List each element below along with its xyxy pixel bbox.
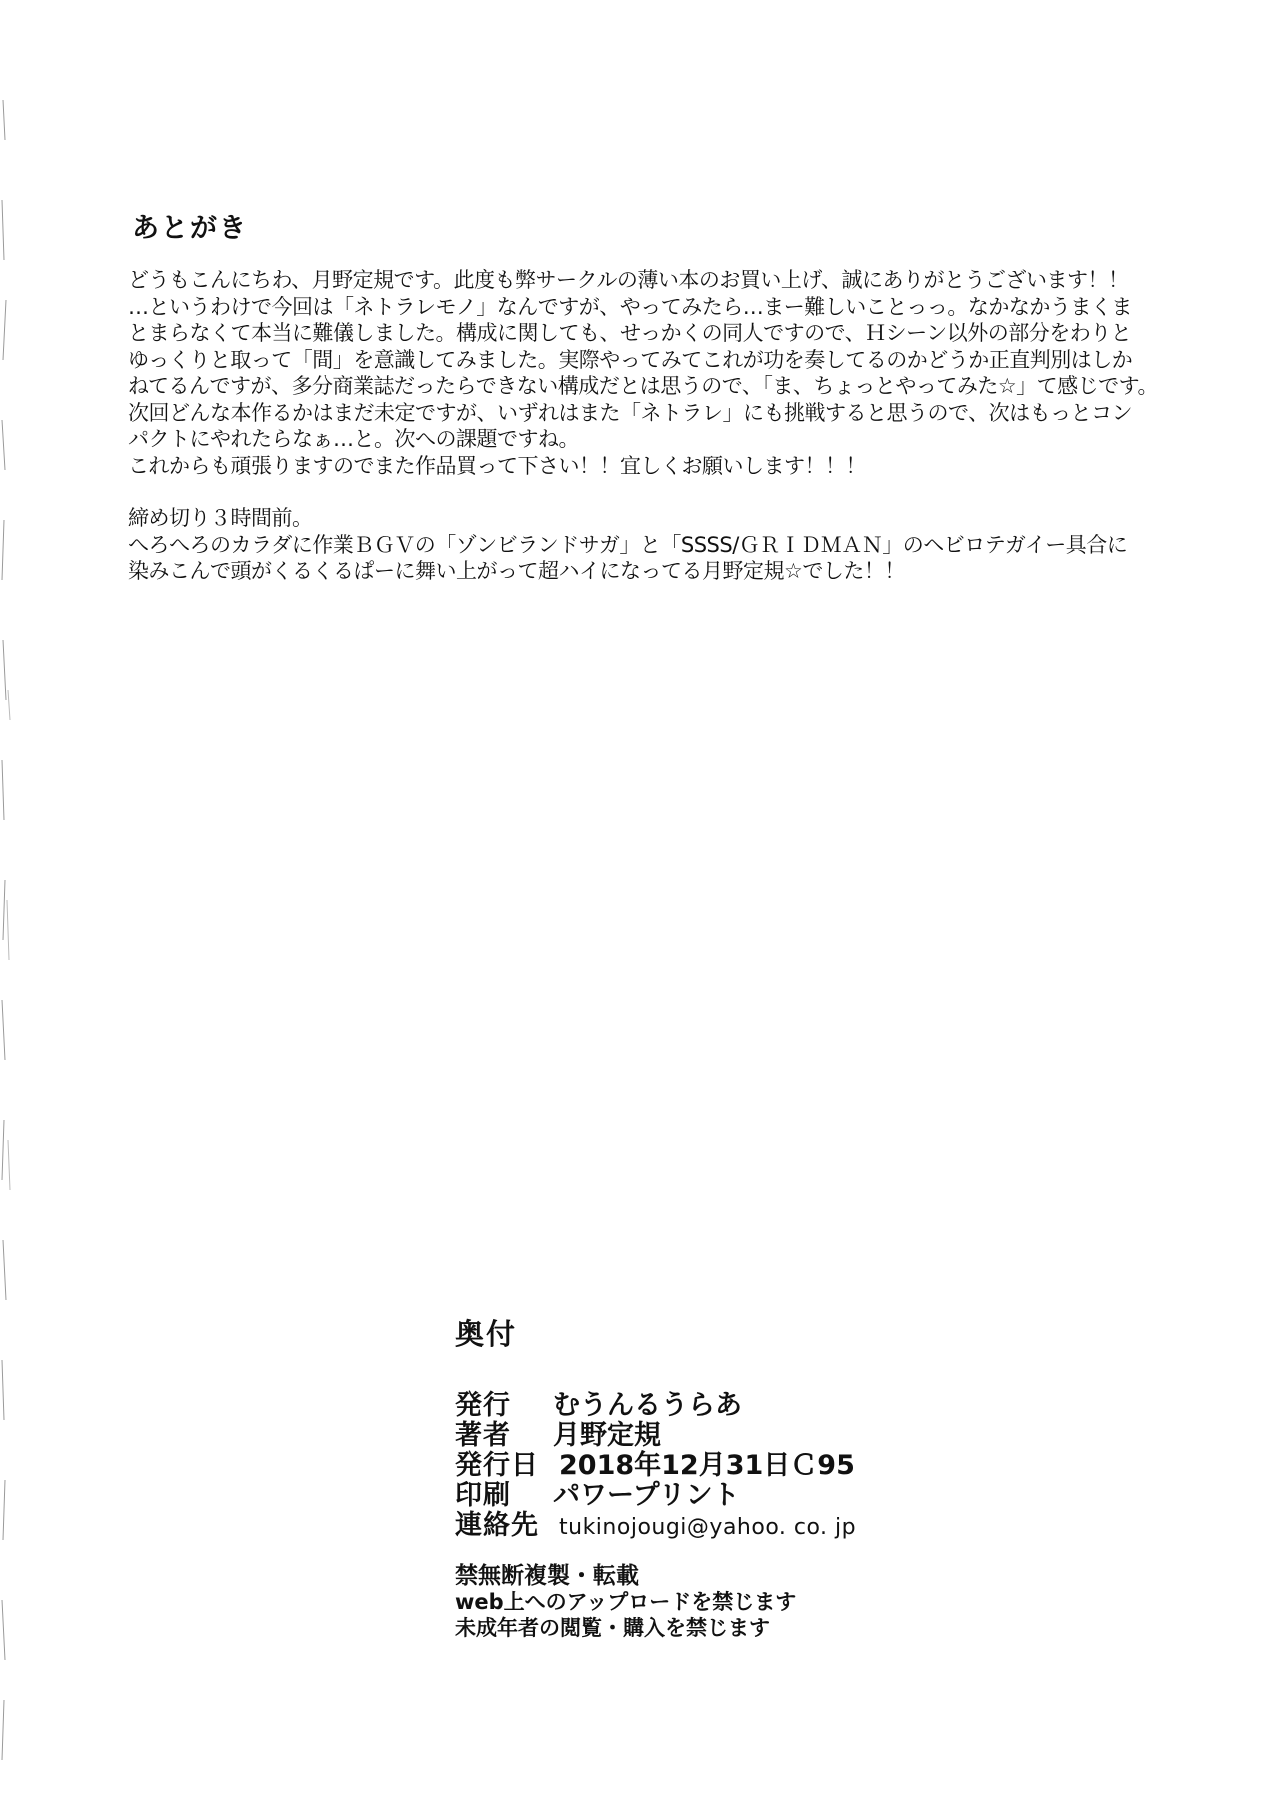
afterword-line: 次回どんな本作るかはまだ未定ですが、いずれはまた「ネトラレ」にも挑戦すると思うので、次はもっとコン: [128, 400, 1133, 425]
afterword-line: これからも頑張りますのでまた作品買って下さい！！宜しくお願いします！！！: [128, 453, 866, 478]
afterword-line: パクトにやれたらなぁ…と。次への課題ですね。: [128, 427, 579, 451]
date-value: 2018年12月31日Ｃ95: [559, 1450, 855, 1481]
notice-line: 未成年者の閲覧・購入を禁じます: [455, 1616, 770, 1640]
afterword-line: とまらなくて本当に難儀しました。構成に関しても、せっかくの同人ですので、Ｈシーン以外の部分をわりと: [128, 321, 1132, 345]
contact-value: tukinojougi@yahoo. co. jp: [559, 1515, 857, 1540]
colophon-section: [455, 1312, 1015, 1641]
notice-line: web上へのアップロードを禁じます: [455, 1590, 797, 1614]
contact-label: 連絡先: [455, 1510, 539, 1541]
afterword-line: 染みこんで頭がくるくるぱーに舞い上がって超ハイになってる月野定規☆でした！！: [128, 559, 905, 583]
binding-edge-marks: [0, 0, 14, 1804]
publisher-label: 発行: [455, 1390, 511, 1421]
afterword-body: [128, 267, 1208, 585]
publisher-value: むうんるうらあ: [553, 1390, 742, 1421]
date-label: 発行日: [455, 1450, 539, 1481]
afterword-line: …というわけで今回は「ネトラレモノ」なんですが、やってみたら…まー難しいことっっ。なかなかうまくま: [128, 294, 1132, 319]
printer-value: パワープリント: [553, 1480, 740, 1511]
notices: [455, 1563, 1015, 1641]
notice-line: 禁無断複製・転載: [455, 1563, 639, 1589]
author-value: 月野定規: [553, 1420, 661, 1451]
afterword-line: へろへろのカラダに作業ＢＧＶの「ゾンビランドサガ」と「SSSS/ＧＲＩＤＭＡＮ」のヘビロテガイー具合に: [128, 532, 1128, 557]
afterword-line: 締め切り３時間前。: [128, 506, 313, 530]
colophon-title: 奥付: [455, 1317, 518, 1351]
author-label: 著者: [455, 1420, 511, 1451]
afterword-section: [128, 206, 1208, 585]
paragraph-gap: [128, 479, 1208, 505]
date-row: [455, 1443, 1015, 1481]
printer-label: 印刷: [455, 1480, 511, 1511]
afterword-title: あとがき: [132, 213, 248, 244]
publisher-row: [455, 1383, 1015, 1421]
afterword-line: どうもこんにちわ、月野定規です。此度も弊サークルの薄い本のお買い上げ、誠にありがとうございます！！: [128, 268, 1129, 292]
afterword-line: ねてるんですが、多分商業誌だったらできない構成だとは思うので、「ま、ちょっとやってみた☆」て感じです。: [128, 374, 1158, 398]
afterword-line: ゆっくりと取って「間」を意識してみました。実際やってみてこれが功を奏してるのかどうか正直判別はしか: [128, 347, 1133, 372]
printer-row: [455, 1473, 1015, 1511]
